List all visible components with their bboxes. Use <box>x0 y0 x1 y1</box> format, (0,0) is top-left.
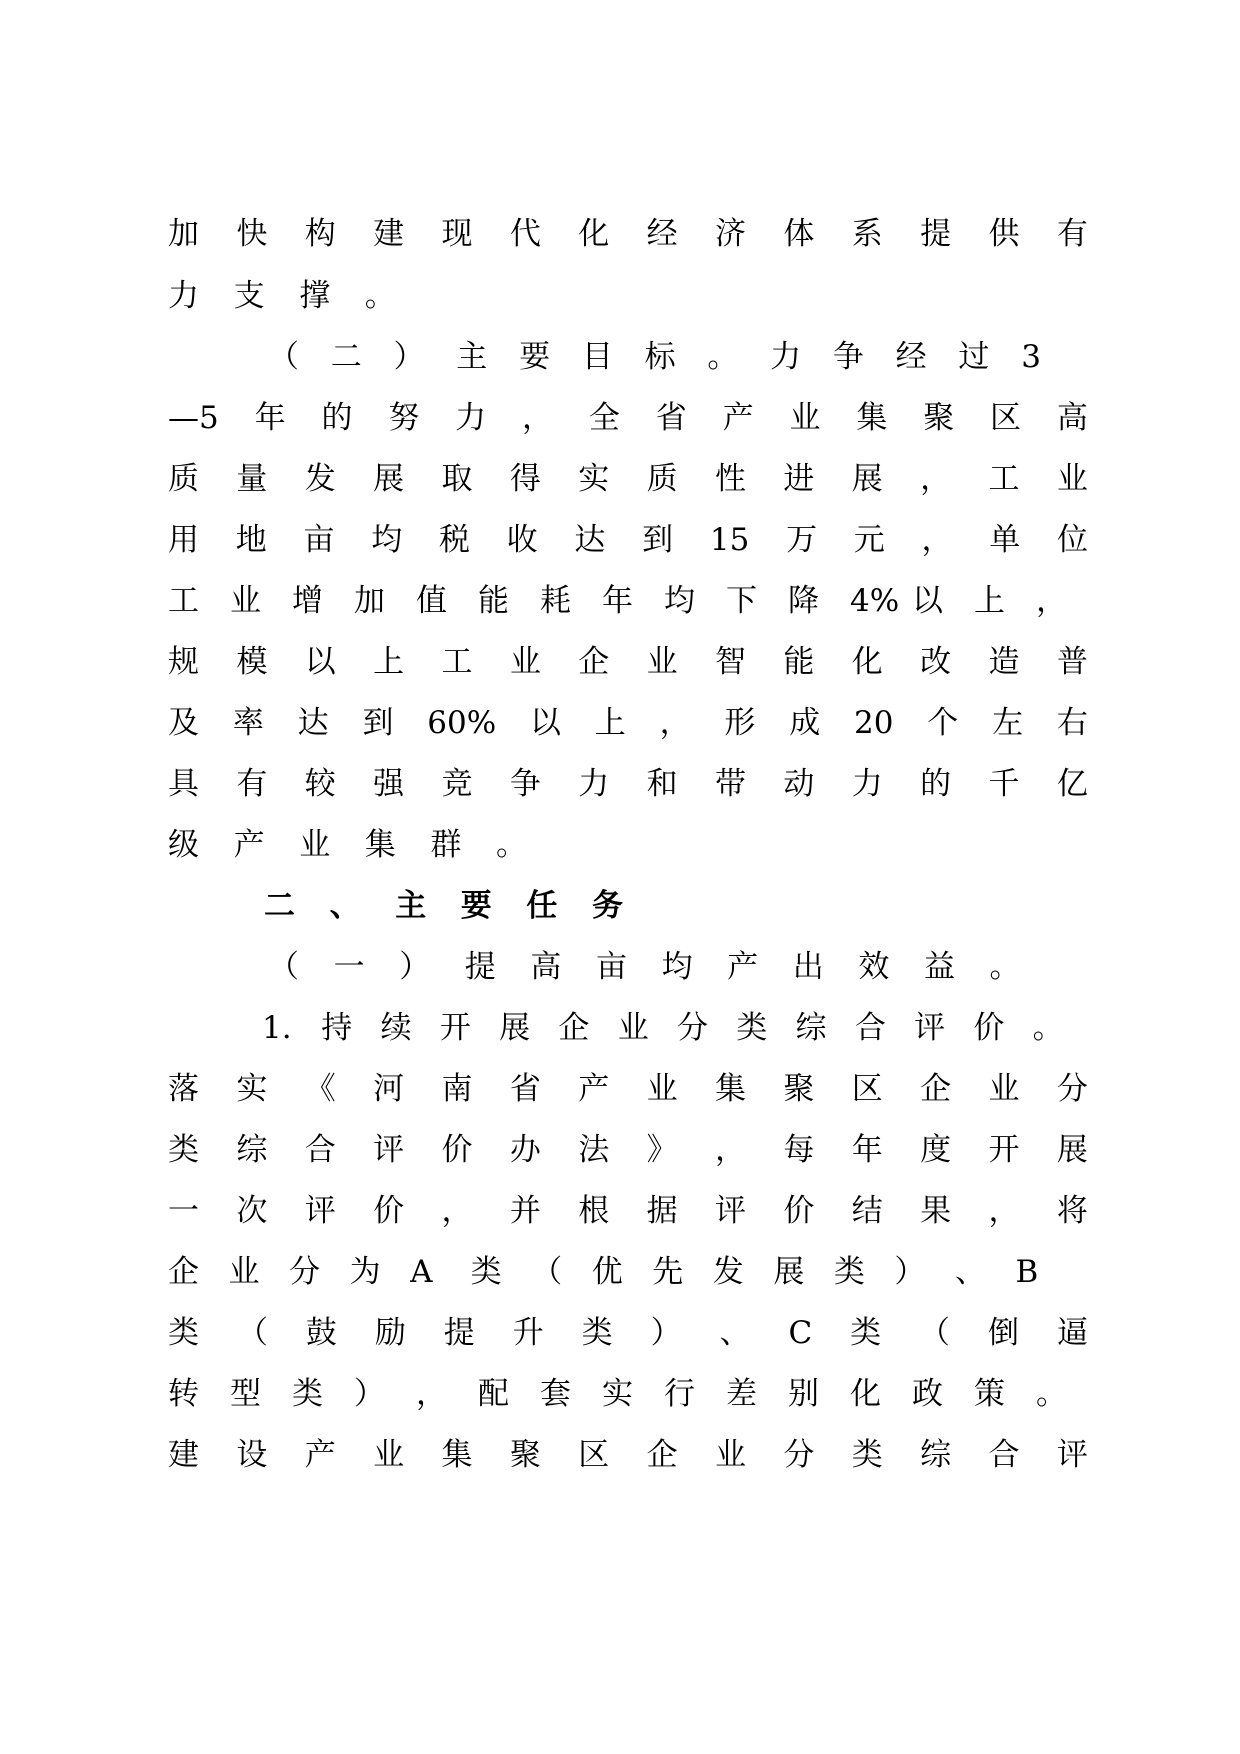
body-line <box>168 825 562 865</box>
text-glyph: ， <box>441 1193 473 1229</box>
text-glyph: 系 <box>851 216 883 252</box>
text-glyph: 达 <box>297 705 329 741</box>
text-glyph: 到 <box>642 522 674 558</box>
text-glyph: 现 <box>441 216 473 252</box>
text-glyph: 。 <box>1036 1376 1067 1412</box>
text-glyph: 取 <box>441 461 473 497</box>
text-glyph: 争 <box>509 766 541 802</box>
text-glyph: 展 <box>373 461 405 497</box>
text-glyph: ， <box>522 400 554 436</box>
text-glyph: A <box>410 1254 433 1290</box>
text-glyph: （ <box>268 949 299 985</box>
text-glyph: 有 <box>236 766 268 802</box>
text-glyph: 年 <box>602 583 633 619</box>
text-glyph: 展 <box>1056 1132 1088 1168</box>
text-glyph: 撑 <box>299 278 331 314</box>
text-glyph: 。 <box>989 949 1021 985</box>
text-glyph: 型 <box>230 1376 261 1412</box>
text-glyph: （ <box>236 1315 268 1351</box>
text-glyph: 过 <box>958 339 990 375</box>
text-glyph: 建 <box>373 216 405 252</box>
text-glyph: 济 <box>715 216 746 252</box>
text-glyph: 、 <box>719 1315 751 1351</box>
text-glyph: 右 <box>1056 705 1088 741</box>
text-glyph: 升 <box>512 1315 544 1351</box>
text-glyph: 、 <box>954 1254 986 1290</box>
text-glyph: 并 <box>509 1193 541 1229</box>
text-glyph: 进 <box>783 461 815 497</box>
text-glyph: 主 <box>456 339 488 375</box>
text-glyph: 区 <box>990 400 1022 436</box>
text-glyph: 先 <box>652 1254 684 1290</box>
text-glyph: 集 <box>856 400 888 436</box>
text-glyph: 评 <box>373 1132 405 1168</box>
text-glyph: 及 <box>168 705 199 741</box>
text-glyph: 实 <box>578 461 610 497</box>
subsection-heading <box>268 947 1055 987</box>
text-glyph: 政 <box>912 1376 943 1412</box>
text-glyph: 上 <box>373 644 405 680</box>
text-glyph: 力 <box>851 766 883 802</box>
text-glyph: —5 <box>168 400 219 436</box>
text-glyph: 展 <box>773 1254 805 1290</box>
body-line <box>168 1313 1088 1353</box>
text-glyph: 化 <box>851 644 883 680</box>
text-glyph: 高 <box>530 949 562 985</box>
text-glyph: 努 <box>388 400 420 436</box>
text-glyph: 体 <box>783 216 815 252</box>
text-glyph: 力 <box>168 278 199 314</box>
text-glyph: 实 <box>602 1376 633 1412</box>
text-glyph: 工 <box>441 644 473 680</box>
text-glyph: 业 <box>228 1254 260 1290</box>
text-glyph: 出 <box>792 949 824 985</box>
text-glyph: 逼 <box>1056 1315 1088 1351</box>
text-glyph: 均 <box>371 522 403 558</box>
text-glyph: 强 <box>373 766 405 802</box>
text-glyph: 企 <box>558 1010 590 1046</box>
text-glyph: 提 <box>443 1315 475 1351</box>
text-glyph: ， <box>988 1193 1020 1229</box>
text-glyph: 分 <box>676 1010 708 1046</box>
text-glyph: 的 <box>321 400 353 436</box>
text-glyph: （ <box>531 1254 563 1290</box>
text-glyph: 业 <box>646 1071 678 1107</box>
body-line <box>168 520 1088 560</box>
text-glyph: 果 <box>920 1193 952 1229</box>
text-glyph: 以 <box>529 705 561 741</box>
text-glyph: 增 <box>292 583 323 619</box>
body-line <box>168 214 1088 254</box>
text-glyph: 集 <box>715 1071 746 1107</box>
text-glyph: 产 <box>304 1437 336 1473</box>
text-glyph: ） <box>650 1315 682 1351</box>
text-glyph: 业 <box>509 644 541 680</box>
text-glyph: 业 <box>299 827 331 863</box>
text-glyph: 供 <box>988 216 1020 252</box>
text-glyph: 形 <box>724 705 756 741</box>
text-glyph: 。 <box>1032 1010 1064 1046</box>
text-glyph: 业 <box>715 1437 746 1473</box>
text-glyph: 达 <box>574 522 606 558</box>
text-glyph: 化 <box>578 216 610 252</box>
text-glyph: 企 <box>578 644 610 680</box>
text-glyph: 二 <box>330 339 362 375</box>
text-glyph: 设 <box>236 1437 268 1473</box>
text-glyph: ， <box>1036 583 1067 619</box>
text-glyph: 量 <box>236 461 268 497</box>
text-glyph: 二 <box>264 888 295 924</box>
body-line <box>168 1130 1088 1170</box>
text-glyph: 成 <box>789 705 821 741</box>
text-glyph: 持 <box>321 1010 353 1046</box>
text-glyph: 经 <box>646 216 678 252</box>
text-glyph: 类 <box>168 1132 199 1168</box>
text-glyph: 《 <box>304 1071 336 1107</box>
text-glyph: 具 <box>168 766 199 802</box>
text-glyph: ） <box>354 1376 385 1412</box>
text-glyph: 聚 <box>783 1071 815 1107</box>
text-glyph: 化 <box>850 1376 881 1412</box>
text-glyph: 省 <box>655 400 687 436</box>
text-glyph: 改 <box>920 644 952 680</box>
text-glyph: 要 <box>460 888 492 924</box>
text-glyph: 展 <box>499 1010 531 1046</box>
text-glyph: 聚 <box>923 400 955 436</box>
text-glyph: 质 <box>646 461 678 497</box>
text-glyph: 价 <box>783 1193 815 1229</box>
text-glyph: 率 <box>232 705 264 741</box>
text-glyph: 造 <box>988 644 1020 680</box>
text-glyph: 性 <box>715 461 746 497</box>
text-glyph: 单 <box>989 522 1021 558</box>
text-glyph: 分 <box>783 1437 815 1473</box>
text-glyph: ） <box>393 339 425 375</box>
text-glyph: 地 <box>235 522 267 558</box>
text-glyph: 鼓 <box>305 1315 337 1351</box>
text-glyph: 业 <box>988 1071 1020 1107</box>
text-glyph: 。 <box>707 339 739 375</box>
text-glyph: 类 <box>581 1315 613 1351</box>
body-line <box>262 1008 1092 1048</box>
text-glyph: 左 <box>992 705 1024 741</box>
text-glyph: 优 <box>591 1254 623 1290</box>
body-line <box>168 1374 1098 1414</box>
text-glyph: 评 <box>304 1193 336 1229</box>
text-glyph: 力 <box>770 339 802 375</box>
text-glyph: 类 <box>736 1010 768 1046</box>
text-glyph: 聚 <box>509 1437 541 1473</box>
text-glyph: 实 <box>236 1071 268 1107</box>
text-glyph: 别 <box>788 1376 819 1412</box>
text-glyph: 上 <box>594 705 626 741</box>
text-glyph: 综 <box>236 1132 268 1168</box>
text-glyph: 类 <box>292 1376 323 1412</box>
text-glyph: 均 <box>661 949 693 985</box>
text-glyph: （ <box>268 339 299 375</box>
text-glyph: 建 <box>168 1437 199 1473</box>
text-glyph: 加 <box>354 583 385 619</box>
text-glyph: 一 <box>168 1193 199 1229</box>
text-glyph: 度 <box>920 1132 952 1168</box>
text-glyph: 业 <box>230 583 261 619</box>
text-glyph: C <box>788 1315 813 1351</box>
text-glyph: 集 <box>364 827 396 863</box>
body-line <box>168 459 1088 499</box>
text-glyph: 产 <box>233 827 265 863</box>
text-glyph: 评 <box>914 1010 946 1046</box>
text-glyph: 降 <box>788 583 819 619</box>
text-glyph: 高 <box>1056 400 1088 436</box>
text-glyph: 益 <box>923 949 955 985</box>
text-glyph: 发 <box>712 1254 744 1290</box>
text-glyph: 类 <box>833 1254 865 1290</box>
text-glyph: 以 <box>912 583 943 619</box>
text-glyph: ） <box>894 1254 926 1290</box>
text-glyph: 群 <box>430 827 462 863</box>
text-glyph: 开 <box>988 1132 1020 1168</box>
text-glyph: ， <box>715 1132 746 1168</box>
text-glyph: 下 <box>726 583 757 619</box>
text-glyph: 15 <box>709 522 750 558</box>
text-glyph: 法 <box>578 1132 610 1168</box>
text-glyph: 合 <box>854 1010 886 1046</box>
text-glyph: 亩 <box>303 522 335 558</box>
text-glyph: 类 <box>851 1437 883 1473</box>
text-glyph: 类 <box>470 1254 502 1290</box>
text-glyph: 要 <box>519 339 551 375</box>
text-glyph: 智 <box>715 644 746 680</box>
text-glyph: 励 <box>374 1315 406 1351</box>
text-glyph: 竞 <box>441 766 473 802</box>
text-glyph: 落 <box>168 1071 199 1107</box>
text-glyph: 动 <box>783 766 815 802</box>
text-glyph: 区 <box>578 1437 610 1473</box>
section-heading <box>264 886 658 926</box>
text-glyph: 年 <box>851 1132 883 1168</box>
text-glyph: 模 <box>236 644 268 680</box>
text-glyph: 能 <box>783 644 815 680</box>
text-glyph: ， <box>659 705 691 741</box>
body-line <box>168 1252 1076 1292</box>
text-glyph: 的 <box>920 766 952 802</box>
text-glyph: 次 <box>236 1193 268 1229</box>
body-line <box>168 276 430 316</box>
body-line <box>168 1069 1088 1109</box>
text-glyph: 企 <box>168 1254 199 1290</box>
text-glyph: 全 <box>588 400 620 436</box>
text-glyph: （ <box>919 1315 951 1351</box>
text-glyph: 亿 <box>1056 766 1088 802</box>
text-glyph: 续 <box>380 1010 412 1046</box>
text-glyph: 差 <box>726 1376 757 1412</box>
text-glyph: 力 <box>455 400 487 436</box>
text-glyph: 一 <box>333 949 365 985</box>
text-glyph: 集 <box>441 1437 473 1473</box>
text-glyph: 元 <box>853 522 885 558</box>
body-line <box>168 1191 1088 1231</box>
text-glyph: 主 <box>395 888 427 924</box>
text-glyph: ， <box>416 1376 447 1412</box>
text-glyph: 工 <box>168 583 199 619</box>
text-glyph: 产 <box>722 400 754 436</box>
text-glyph: 亩 <box>595 949 627 985</box>
text-glyph: 支 <box>233 278 265 314</box>
text-glyph: 河 <box>373 1071 405 1107</box>
text-glyph: 每 <box>783 1132 815 1168</box>
text-glyph: ） <box>399 949 431 985</box>
text-glyph: 结 <box>851 1193 883 1229</box>
text-glyph: 和 <box>646 766 678 802</box>
text-glyph: 策 <box>974 1376 1005 1412</box>
text-glyph: 加 <box>168 216 199 252</box>
text-glyph: 类 <box>168 1315 199 1351</box>
text-glyph: 带 <box>715 766 746 802</box>
body-line <box>168 398 1088 438</box>
text-glyph: 发 <box>304 461 336 497</box>
text-glyph: 千 <box>988 766 1020 802</box>
text-glyph: 任 <box>526 888 558 924</box>
text-glyph: 20 <box>854 705 894 741</box>
text-glyph: 企 <box>920 1071 952 1107</box>
text-glyph: 较 <box>304 766 336 802</box>
text-glyph: 均 <box>664 583 695 619</box>
text-glyph: 争 <box>832 339 864 375</box>
text-glyph: 普 <box>1056 644 1088 680</box>
text-glyph: 产 <box>727 949 759 985</box>
body-line <box>168 703 1088 743</box>
text-glyph: B <box>1015 1254 1039 1290</box>
text-glyph: 分 <box>1056 1071 1088 1107</box>
text-glyph: 转 <box>168 1376 199 1412</box>
text-glyph: 综 <box>795 1010 827 1046</box>
text-glyph: 价 <box>441 1132 473 1168</box>
text-glyph: 上 <box>974 583 1005 619</box>
text-glyph: 省 <box>509 1071 541 1107</box>
text-glyph: 代 <box>509 216 541 252</box>
text-glyph: 构 <box>304 216 336 252</box>
text-glyph: 企 <box>646 1437 678 1473</box>
text-glyph: 质 <box>168 461 199 497</box>
text-glyph: 南 <box>441 1071 473 1107</box>
text-glyph: 合 <box>988 1437 1020 1473</box>
text-glyph: 收 <box>506 522 538 558</box>
text-glyph: 工 <box>988 461 1020 497</box>
text-glyph: 年 <box>254 400 286 436</box>
text-glyph: 业 <box>373 1437 405 1473</box>
text-glyph: 套 <box>540 1376 571 1412</box>
text-glyph: 办 <box>509 1132 541 1168</box>
text-glyph: 耗 <box>540 583 571 619</box>
text-glyph: 》 <box>646 1132 678 1168</box>
text-glyph: 经 <box>895 339 927 375</box>
text-glyph: 行 <box>664 1376 695 1412</box>
text-glyph: 提 <box>920 216 952 252</box>
body-line <box>168 764 1088 804</box>
text-glyph: 分 <box>289 1254 321 1290</box>
text-glyph: 价 <box>973 1010 1005 1046</box>
text-glyph: 标 <box>644 339 676 375</box>
body-line <box>168 581 1098 621</box>
text-glyph: 规 <box>168 644 199 680</box>
text-glyph: 4% <box>850 583 900 619</box>
text-glyph: 3 <box>1021 339 1041 375</box>
text-glyph: 力 <box>578 766 610 802</box>
text-glyph: 业 <box>646 644 678 680</box>
text-glyph: 业 <box>1056 461 1088 497</box>
text-glyph: 为 <box>349 1254 381 1290</box>
text-glyph: 评 <box>1056 1437 1088 1473</box>
text-glyph: 业 <box>617 1010 649 1046</box>
text-glyph: 根 <box>578 1193 610 1229</box>
text-glyph: 务 <box>591 888 623 924</box>
text-glyph: 价 <box>373 1193 405 1229</box>
text-glyph: 效 <box>858 949 890 985</box>
text-glyph: 类 <box>850 1315 882 1351</box>
text-glyph: ， <box>920 461 952 497</box>
text-glyph: 业 <box>789 400 821 436</box>
text-glyph: 产 <box>578 1071 610 1107</box>
section-subheading-line <box>268 337 1084 377</box>
body-line <box>168 1435 1088 1475</box>
text-glyph: 目 <box>581 339 613 375</box>
text-glyph: 1. <box>262 1010 292 1046</box>
text-glyph: 快 <box>236 216 268 252</box>
text-glyph: 、 <box>329 888 361 924</box>
text-glyph: 得 <box>509 461 541 497</box>
text-glyph: 综 <box>920 1437 952 1473</box>
text-glyph: 用 <box>168 522 199 558</box>
text-glyph: 开 <box>439 1010 471 1046</box>
text-glyph: 以 <box>304 644 336 680</box>
body-line <box>168 642 1088 682</box>
text-glyph: ， <box>921 522 953 558</box>
text-glyph: 倒 <box>987 1315 1019 1351</box>
text-glyph: 级 <box>168 827 199 863</box>
text-glyph: 据 <box>646 1193 678 1229</box>
text-glyph: 。 <box>364 278 396 314</box>
text-glyph: 将 <box>1056 1193 1088 1229</box>
text-glyph: 评 <box>715 1193 746 1229</box>
text-glyph: 有 <box>1056 216 1088 252</box>
text-glyph: 提 <box>464 949 496 985</box>
text-glyph: 到 <box>362 705 394 741</box>
text-glyph: 税 <box>438 522 470 558</box>
text-glyph: 个 <box>927 705 959 741</box>
text-glyph: 配 <box>478 1376 509 1412</box>
text-glyph: 合 <box>304 1132 336 1168</box>
text-glyph: 。 <box>495 827 527 863</box>
text-glyph: 值 <box>416 583 447 619</box>
text-glyph: 万 <box>786 522 818 558</box>
text-glyph: 60% <box>427 705 497 741</box>
text-glyph: 区 <box>851 1071 883 1107</box>
text-glyph: 能 <box>478 583 509 619</box>
text-glyph: 展 <box>851 461 883 497</box>
text-glyph: 位 <box>1057 522 1088 558</box>
